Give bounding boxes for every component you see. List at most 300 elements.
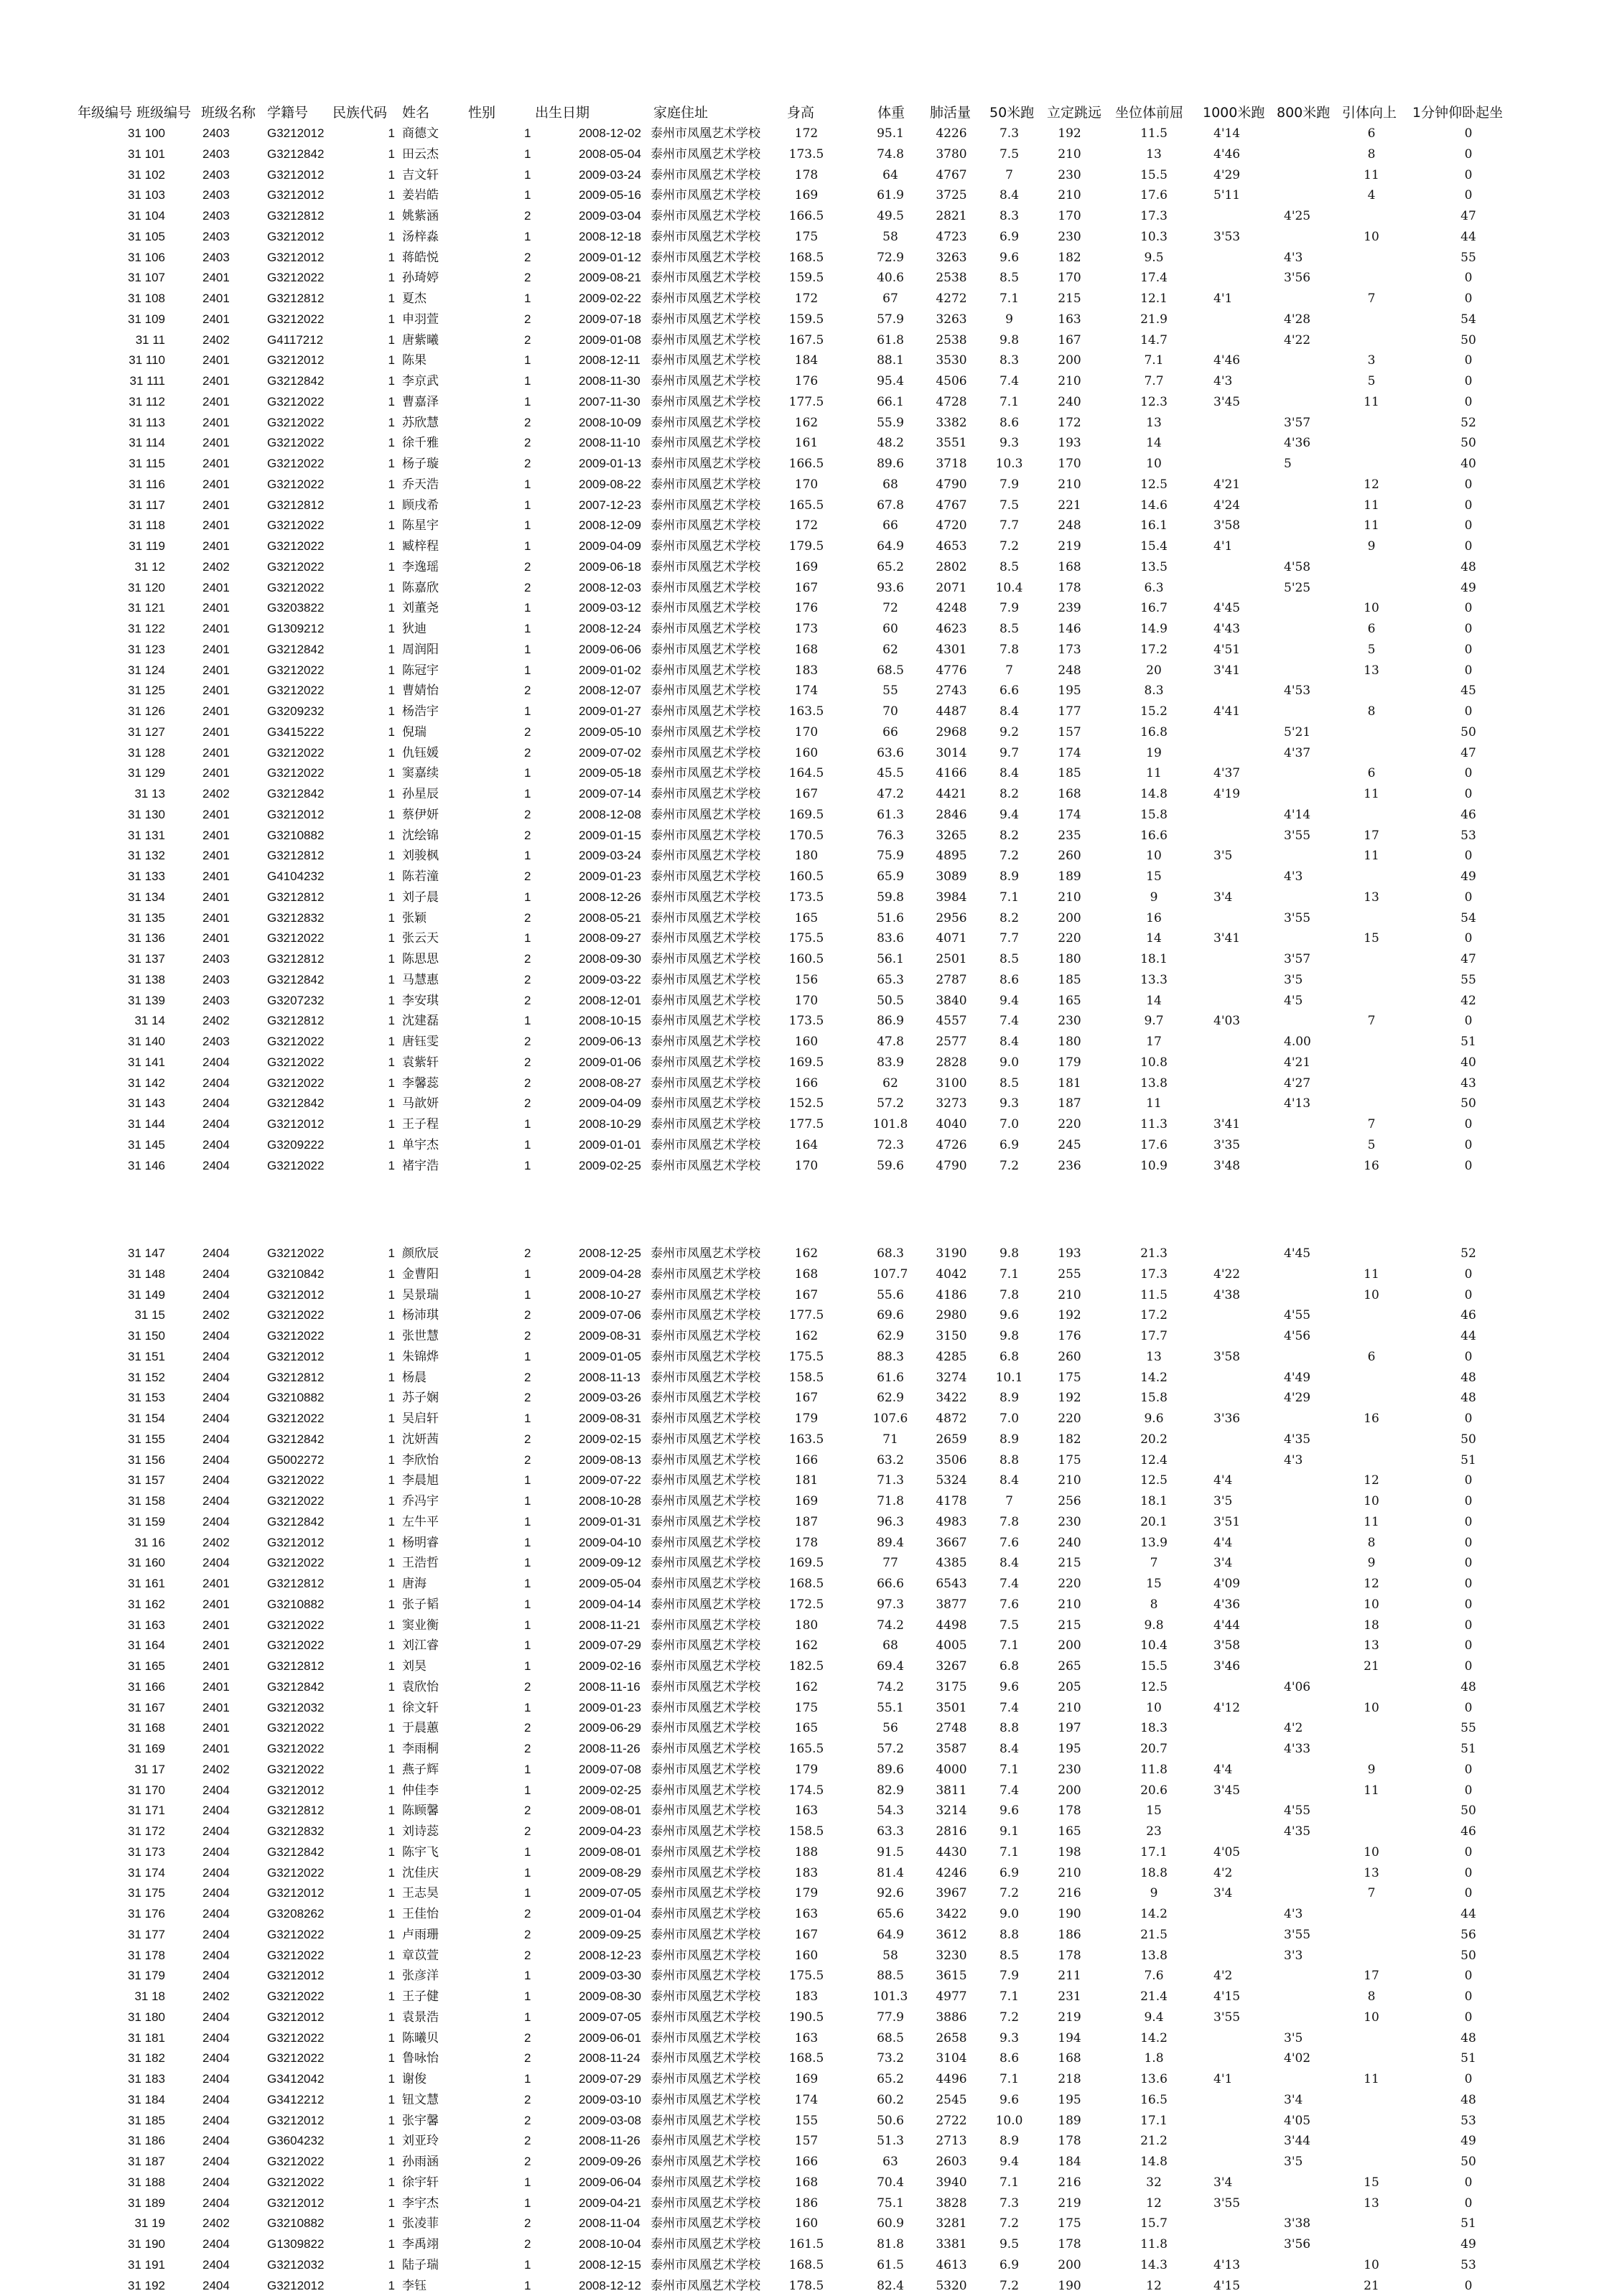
sit-up-cell: 52 (1460, 415, 1476, 430)
student-no-cell: G3212842 (267, 374, 325, 388)
weight-cell: 72.3 (877, 1137, 904, 1152)
address-cell: 泰州市凤凰艺术学校 (651, 1055, 760, 1070)
class-id-cell: 2404 (202, 1137, 230, 1152)
weight-cell: 64.9 (877, 539, 904, 554)
jump-cell: 240 (1058, 394, 1081, 409)
gender-cell: 1 (524, 1349, 531, 1363)
weight-cell: 101.3 (872, 1989, 908, 2004)
weight-cell: 49.5 (877, 209, 904, 223)
gender-cell: 2 (524, 250, 531, 264)
name-cell: 乔冯宇 (402, 1494, 439, 1508)
class-id-cell: 2404 (202, 1907, 230, 1921)
pull-up-cell: 11 (1364, 1514, 1379, 1529)
address-cell: 泰州市凤凰艺术学校 (651, 312, 760, 327)
jump-cell: 180 (1058, 1035, 1081, 1049)
run50-cell: 8.5 (999, 1948, 1020, 1963)
weight-cell: 93.6 (877, 580, 904, 595)
jump-cell: 172 (1058, 415, 1081, 430)
ethnic-code-cell: 1 (388, 1948, 395, 1962)
sit-up-cell: 0 (1464, 188, 1473, 203)
header-class-id: 班级编号 (136, 105, 192, 121)
birth-date-cell: 2009-04-10 (579, 1535, 641, 1549)
height-cell: 172 (794, 126, 819, 141)
name-cell: 窦嘉续 (402, 766, 439, 781)
name-cell: 李宇杰 (402, 2195, 439, 2211)
address-cell: 泰州市凤凰艺术学校 (651, 1117, 760, 1131)
gender-cell: 2 (524, 910, 531, 925)
run50-cell: 7.1 (999, 2175, 1020, 2190)
table-row (0, 867, 1612, 887)
weight-cell: 70 (882, 704, 898, 719)
gender-cell: 1 (524, 1659, 531, 1673)
jump-cell: 165 (1058, 1824, 1081, 1839)
height-cell: 161.5 (788, 2237, 824, 2251)
table-row (0, 1409, 1612, 1429)
sit-reach-cell: 13.3 (1140, 972, 1168, 987)
run50-cell: 7.8 (999, 642, 1020, 657)
run800-cell: 4'14 (1284, 807, 1311, 822)
ethnic-code-cell: 1 (388, 394, 395, 409)
class-id-cell: 2404 (202, 1803, 230, 1818)
sit-reach-cell: 17.4 (1140, 271, 1168, 286)
class-id-cell: 2404 (202, 2237, 230, 2251)
weight-cell: 71.3 (877, 1473, 904, 1488)
grade-id-cell: 31 109 (128, 312, 165, 326)
address-cell: 泰州市凤凰艺术学校 (651, 1742, 760, 1756)
run50-cell: 8.8 (999, 1452, 1020, 1467)
height-cell: 156 (794, 972, 819, 987)
table-row (0, 661, 1612, 681)
jump-cell: 230 (1058, 1014, 1081, 1029)
sit-up-cell: 0 (1464, 663, 1473, 678)
weight-cell: 81.8 (877, 2237, 904, 2251)
gender-cell: 2 (524, 1679, 531, 1694)
sit-reach-cell: 17.7 (1140, 1329, 1168, 1343)
sit-up-cell: 51 (1460, 1452, 1476, 1467)
birth-date-cell: 2008-12-26 (579, 890, 641, 904)
pull-up-cell: 17 (1364, 828, 1379, 843)
height-cell: 159.5 (788, 312, 824, 327)
grade-id-cell: 31 157 (128, 1473, 165, 1488)
weight-cell: 73.2 (877, 2051, 904, 2066)
sit-up-cell: 0 (1464, 146, 1473, 162)
address-cell: 泰州市凤凰艺术学校 (651, 146, 760, 162)
sit-reach-cell: 11.8 (1140, 1762, 1168, 1777)
grade-id-cell: 31 158 (128, 1494, 165, 1508)
gender-cell: 1 (524, 518, 531, 533)
ethnic-code-cell: 1 (388, 1886, 395, 1900)
table-row (0, 784, 1612, 804)
grade-id-cell: 31 116 (129, 477, 165, 491)
address-cell: 泰州市凤凰艺术学校 (651, 1137, 760, 1152)
class-id-cell: 2401 (202, 622, 230, 635)
sit-up-cell: 0 (1464, 1844, 1473, 1859)
lung-cell: 3214 (936, 1803, 967, 1819)
gender-cell: 2 (524, 1329, 531, 1343)
class-id-cell: 2401 (202, 910, 230, 925)
jump-cell: 192 (1058, 1391, 1081, 1406)
run50-cell: 7.9 (999, 477, 1020, 492)
table-row (0, 413, 1612, 433)
lung-cell: 3967 (936, 1886, 967, 1901)
weight-cell: 65.3 (877, 972, 904, 987)
ethnic-code-cell: 1 (388, 188, 395, 202)
class-id-cell: 2401 (202, 374, 230, 388)
grade-id-cell: 31 163 (128, 1618, 165, 1632)
weight-cell: 65.2 (877, 2072, 904, 2086)
birth-date-cell: 2009-08-13 (579, 1452, 641, 1467)
run1000-cell: 4'38 (1213, 1287, 1241, 1302)
sit-up-cell: 0 (1464, 2010, 1473, 2025)
grade-id-cell: 31 147 (128, 1246, 165, 1260)
sit-reach-cell: 12.1 (1140, 291, 1168, 306)
pull-up-cell: 5 (1367, 642, 1376, 657)
run1000-cell: 3'58 (1213, 1349, 1241, 1364)
ethnic-code-cell: 1 (388, 1700, 395, 1714)
class-id-cell: 2401 (202, 436, 230, 450)
header-800m: 800米跑 (1277, 105, 1331, 121)
table-row (0, 846, 1612, 866)
run50-cell: 9.4 (999, 807, 1020, 822)
sit-reach-cell: 17 (1146, 1035, 1162, 1049)
table-row (0, 475, 1612, 495)
pull-up-cell: 15 (1364, 2175, 1379, 2190)
table-row (0, 1946, 1612, 1966)
student-no-cell: G3210842 (267, 1266, 325, 1281)
jump-cell: 186 (1058, 1927, 1081, 1942)
grade-id-cell: 31 140 (128, 1035, 165, 1048)
jump-cell: 215 (1058, 1618, 1081, 1633)
name-cell: 李京武 (402, 374, 439, 388)
student-no-cell: G3212012 (267, 807, 325, 821)
student-no-cell: G3604232 (267, 2134, 325, 2148)
sit-up-cell: 0 (1464, 1989, 1473, 2004)
header-grade-id: 年级编号 (78, 105, 133, 121)
gender-cell: 2 (524, 952, 531, 966)
lung-cell: 3667 (936, 1535, 967, 1550)
jump-cell: 220 (1058, 931, 1081, 946)
lung-cell: 3886 (936, 2010, 967, 2025)
height-cell: 167 (794, 1287, 819, 1302)
run50-cell: 9.2 (999, 724, 1020, 739)
class-id-cell: 2401 (202, 683, 230, 698)
ethnic-code-cell: 1 (388, 1783, 395, 1797)
class-id-cell: 2404 (202, 1844, 230, 1859)
birth-date-cell: 2009-01-12 (579, 250, 641, 264)
address-cell: 泰州市凤凰艺术学校 (651, 828, 760, 843)
pull-up-cell: 11 (1364, 1783, 1379, 1798)
class-id-cell: 2401 (202, 724, 230, 739)
sit-up-cell: 0 (1464, 1287, 1473, 1302)
birth-date-cell: 2009-04-09 (579, 1096, 641, 1111)
pull-up-cell: 21 (1364, 1659, 1379, 1674)
height-cell: 162 (794, 1329, 819, 1343)
name-cell: 姚紫涵 (402, 209, 439, 223)
header-address: 家庭住址 (653, 105, 709, 121)
student-no-cell: G3212012 (267, 2278, 325, 2292)
address-cell: 泰州市凤凰艺术学校 (651, 1700, 760, 1715)
table-row (0, 1842, 1612, 1862)
jump-cell: 220 (1058, 1411, 1081, 1426)
run1000-cell: 4'2 (1213, 1969, 1233, 1984)
name-cell: 陈曦贝 (402, 2030, 439, 2045)
sit-reach-cell: 18.3 (1140, 1721, 1168, 1736)
run50-cell: 8.3 (999, 209, 1020, 223)
name-cell: 陈顾馨 (402, 1803, 439, 1819)
name-cell: 颜欣辰 (402, 1246, 439, 1261)
class-id-cell: 2404 (202, 1158, 230, 1172)
table-row (0, 1533, 1612, 1553)
run50-cell: 9.8 (999, 1246, 1020, 1261)
name-cell: 汤梓淼 (402, 229, 439, 244)
height-cell: 162 (794, 415, 819, 430)
grade-id-cell: 31 145 (128, 1137, 165, 1152)
student-no-cell: G3212022 (267, 1638, 325, 1653)
height-cell: 168.5 (788, 2051, 824, 2066)
address-cell: 泰州市凤凰艺术学校 (651, 1844, 760, 1859)
jump-cell: 189 (1058, 2113, 1081, 2128)
gender-cell: 2 (524, 1742, 531, 1755)
name-cell: 陈冠宇 (402, 663, 439, 678)
weight-cell: 72.9 (877, 250, 904, 265)
ethnic-code-cell: 1 (388, 952, 395, 966)
gender-cell: 1 (524, 1014, 531, 1028)
sit-up-cell: 0 (1464, 1411, 1473, 1426)
pull-up-cell: 13 (1364, 1865, 1379, 1880)
sit-up-cell: 0 (1464, 1494, 1473, 1508)
run1000-cell: 4'43 (1213, 622, 1241, 636)
weight-cell: 91.5 (877, 1844, 904, 1859)
grade-id-cell: 31 179 (128, 1969, 165, 1983)
gender-cell: 2 (524, 972, 531, 986)
sit-reach-cell: 14.2 (1140, 1907, 1168, 1921)
address-cell: 泰州市凤凰艺术学校 (651, 2030, 760, 2045)
student-no-cell: G3212022 (267, 436, 325, 450)
ethnic-code-cell: 1 (388, 1638, 395, 1653)
grade-id-cell: 31 167 (128, 1700, 165, 1714)
grade-id-cell: 31 181 (128, 2030, 165, 2045)
pull-up-cell: 11 (1364, 167, 1379, 182)
student-no-cell: G3212022 (267, 1948, 325, 1962)
table-row (0, 309, 1612, 330)
address-cell: 泰州市凤凰艺术学校 (651, 2113, 760, 2128)
run1000-cell: 4'05 (1213, 1844, 1241, 1859)
lung-cell: 4496 (936, 2072, 967, 2086)
height-cell: 174 (794, 683, 819, 699)
ethnic-code-cell: 1 (388, 271, 395, 285)
birth-date-cell: 2009-03-12 (579, 601, 641, 615)
sit-up-cell: 44 (1460, 229, 1476, 244)
jump-cell: 218 (1058, 2072, 1081, 2086)
pull-up-cell: 7 (1367, 1886, 1376, 1901)
sit-reach-cell: 7.6 (1144, 1969, 1164, 1984)
student-no-cell: G3412212 (267, 2092, 325, 2106)
address-cell: 泰州市凤凰艺术学校 (651, 2216, 760, 2231)
table-row (0, 1574, 1612, 1594)
name-cell: 燕子辉 (402, 1762, 439, 1777)
ethnic-code-cell: 1 (388, 1618, 395, 1632)
height-cell: 155 (794, 2113, 819, 2128)
height-cell: 167.5 (788, 332, 824, 347)
grade-id-cell: 31 128 (128, 745, 165, 760)
table-row (0, 763, 1612, 783)
lung-cell: 3984 (936, 890, 967, 905)
ethnic-code-cell: 1 (388, 1308, 395, 1322)
grade-id-cell: 31 141 (128, 1055, 165, 1069)
sit-reach-cell: 17.2 (1140, 1308, 1168, 1323)
lung-cell: 2659 (936, 1432, 967, 1447)
run800-cell: 3'56 (1284, 2237, 1311, 2251)
name-cell: 刘亚玲 (402, 2134, 439, 2149)
address-cell: 泰州市凤凰艺术学校 (651, 2195, 760, 2211)
pull-up-cell: 11 (1364, 518, 1379, 533)
sit-up-cell: 0 (1464, 518, 1473, 533)
address-cell: 泰州市凤凰艺术学校 (651, 2278, 760, 2293)
student-no-cell: G3212812 (267, 498, 325, 512)
jump-cell: 219 (1058, 539, 1081, 554)
birth-date-cell: 2009-09-12 (579, 1556, 641, 1570)
class-id-cell: 2402 (202, 2216, 230, 2231)
class-id-cell: 2404 (202, 1117, 230, 1131)
weight-cell: 89.6 (877, 1762, 904, 1777)
weight-cell: 82.4 (877, 2278, 904, 2293)
gender-cell: 1 (524, 188, 531, 202)
address-cell: 泰州市凤凰艺术学校 (651, 1556, 760, 1571)
jump-cell: 256 (1058, 1494, 1081, 1508)
student-no-cell: G3212012 (267, 1783, 325, 1797)
student-no-cell: G3212812 (267, 890, 325, 904)
address-cell: 泰州市凤凰艺术学校 (651, 1535, 760, 1550)
ethnic-code-cell: 1 (388, 498, 395, 512)
weight-cell: 67.8 (877, 498, 904, 513)
run50-cell: 8.2 (999, 787, 1020, 801)
sit-reach-cell: 10 (1146, 457, 1162, 471)
birth-date-cell: 2008-11-26 (579, 2134, 640, 2148)
sit-up-cell: 0 (1464, 1473, 1473, 1488)
grade-id-cell: 31 124 (128, 663, 165, 677)
sit-up-cell: 55 (1460, 972, 1476, 987)
ethnic-code-cell: 1 (388, 683, 395, 698)
ethnic-code-cell: 1 (388, 2175, 395, 2189)
birth-date-cell: 2009-03-10 (579, 2092, 641, 2106)
weight-cell: 56 (882, 1721, 898, 1736)
sit-reach-cell: 21.5 (1140, 1927, 1168, 1942)
run50-cell: 8.2 (999, 828, 1020, 843)
jump-cell: 175 (1058, 1370, 1081, 1385)
sit-reach-cell: 17.3 (1140, 1266, 1168, 1282)
sit-up-cell: 0 (1464, 477, 1473, 492)
table-row (0, 330, 1612, 350)
class-id-cell: 2404 (202, 1349, 230, 1363)
sit-reach-cell: 11.5 (1140, 1287, 1168, 1302)
pull-up-cell: 12 (1364, 477, 1379, 492)
run50-cell: 7.4 (999, 1014, 1020, 1029)
class-id-cell: 2404 (202, 2051, 230, 2066)
jump-cell: 215 (1058, 1556, 1081, 1571)
student-no-cell: G5002272 (267, 1452, 325, 1467)
lung-cell: 3506 (936, 1452, 967, 1467)
student-no-cell: G3212022 (267, 1927, 325, 1941)
sit-up-cell: 0 (1464, 1783, 1473, 1798)
student-no-cell: G3212022 (267, 1035, 325, 1048)
table-row (0, 991, 1612, 1011)
address-cell: 泰州市凤凰艺术学校 (651, 745, 760, 760)
grade-id-cell: 31 151 (128, 1349, 165, 1363)
pull-up-cell: 7 (1367, 291, 1376, 306)
address-cell: 泰州市凤凰艺术学校 (651, 498, 760, 513)
jump-cell: 195 (1058, 683, 1081, 699)
name-cell: 仇钰媛 (402, 745, 439, 760)
height-cell: 152.5 (788, 1096, 824, 1111)
address-cell: 泰州市凤凰艺术学校 (651, 849, 760, 864)
lung-cell: 3089 (936, 869, 967, 884)
sit-reach-cell: 15.7 (1140, 2216, 1168, 2231)
pull-up-cell: 11 (1364, 787, 1379, 801)
student-no-cell: G3212012 (267, 250, 325, 264)
grade-id-cell: 31 166 (128, 1679, 165, 1694)
run50-cell: 8.4 (999, 766, 1020, 781)
jump-cell: 215 (1058, 291, 1081, 306)
sit-up-cell: 0 (1464, 2175, 1473, 2190)
lung-cell: 2828 (936, 1055, 967, 1070)
table-row (0, 1011, 1612, 1031)
sit-up-cell: 51 (1460, 2216, 1476, 2231)
student-no-cell: G3212842 (267, 1514, 325, 1529)
name-cell: 唐海 (402, 1577, 427, 1591)
sit-reach-cell: 13 (1146, 146, 1162, 162)
weight-cell: 81.4 (877, 1865, 904, 1880)
name-cell: 吴景瑞 (402, 1287, 439, 1302)
lung-cell: 4506 (936, 374, 967, 388)
run800-cell: 3'44 (1284, 2134, 1311, 2149)
table-row (0, 1135, 1612, 1155)
birth-date-cell: 2009-01-08 (579, 332, 641, 347)
gender-cell: 2 (524, 1824, 531, 1838)
birth-date-cell: 2009-02-25 (579, 1783, 641, 1797)
weight-cell: 92.6 (877, 1886, 904, 1901)
jump-cell: 193 (1058, 436, 1081, 451)
jump-cell: 185 (1058, 972, 1081, 987)
grade-id-cell: 31 121 (128, 601, 165, 615)
lung-cell: 2980 (936, 1308, 967, 1323)
table-row (0, 536, 1612, 556)
weight-cell: 68.3 (877, 1246, 904, 1261)
jump-cell: 200 (1058, 353, 1081, 368)
student-no-cell: G3212022 (267, 683, 325, 698)
gender-cell: 1 (524, 146, 531, 161)
pull-up-cell: 15 (1364, 931, 1379, 946)
table-row (0, 2193, 1612, 2213)
sit-reach-cell: 20.1 (1140, 1514, 1168, 1529)
name-cell: 曹婧怡 (402, 683, 439, 699)
ethnic-code-cell: 1 (388, 1329, 395, 1343)
ethnic-code-cell: 1 (388, 1742, 395, 1755)
name-cell: 杨浩宇 (402, 704, 439, 719)
weight-cell: 96.3 (877, 1514, 904, 1529)
gender-cell: 1 (524, 1597, 531, 1611)
sit-up-cell: 50 (1460, 1096, 1476, 1111)
gender-cell: 1 (524, 394, 531, 409)
sit-reach-cell: 14 (1146, 993, 1162, 1008)
gender-cell: 1 (524, 353, 531, 368)
grade-id-cell: 31 118 (129, 518, 165, 533)
ethnic-code-cell: 1 (388, 477, 395, 491)
run800-cell: 4'21 (1284, 1055, 1311, 1070)
name-cell: 袁景浩 (402, 2010, 439, 2025)
address-cell: 泰州市凤凰艺术学校 (651, 1035, 760, 1049)
jump-cell: 178 (1058, 1803, 1081, 1819)
class-id-cell: 2403 (202, 1035, 230, 1048)
